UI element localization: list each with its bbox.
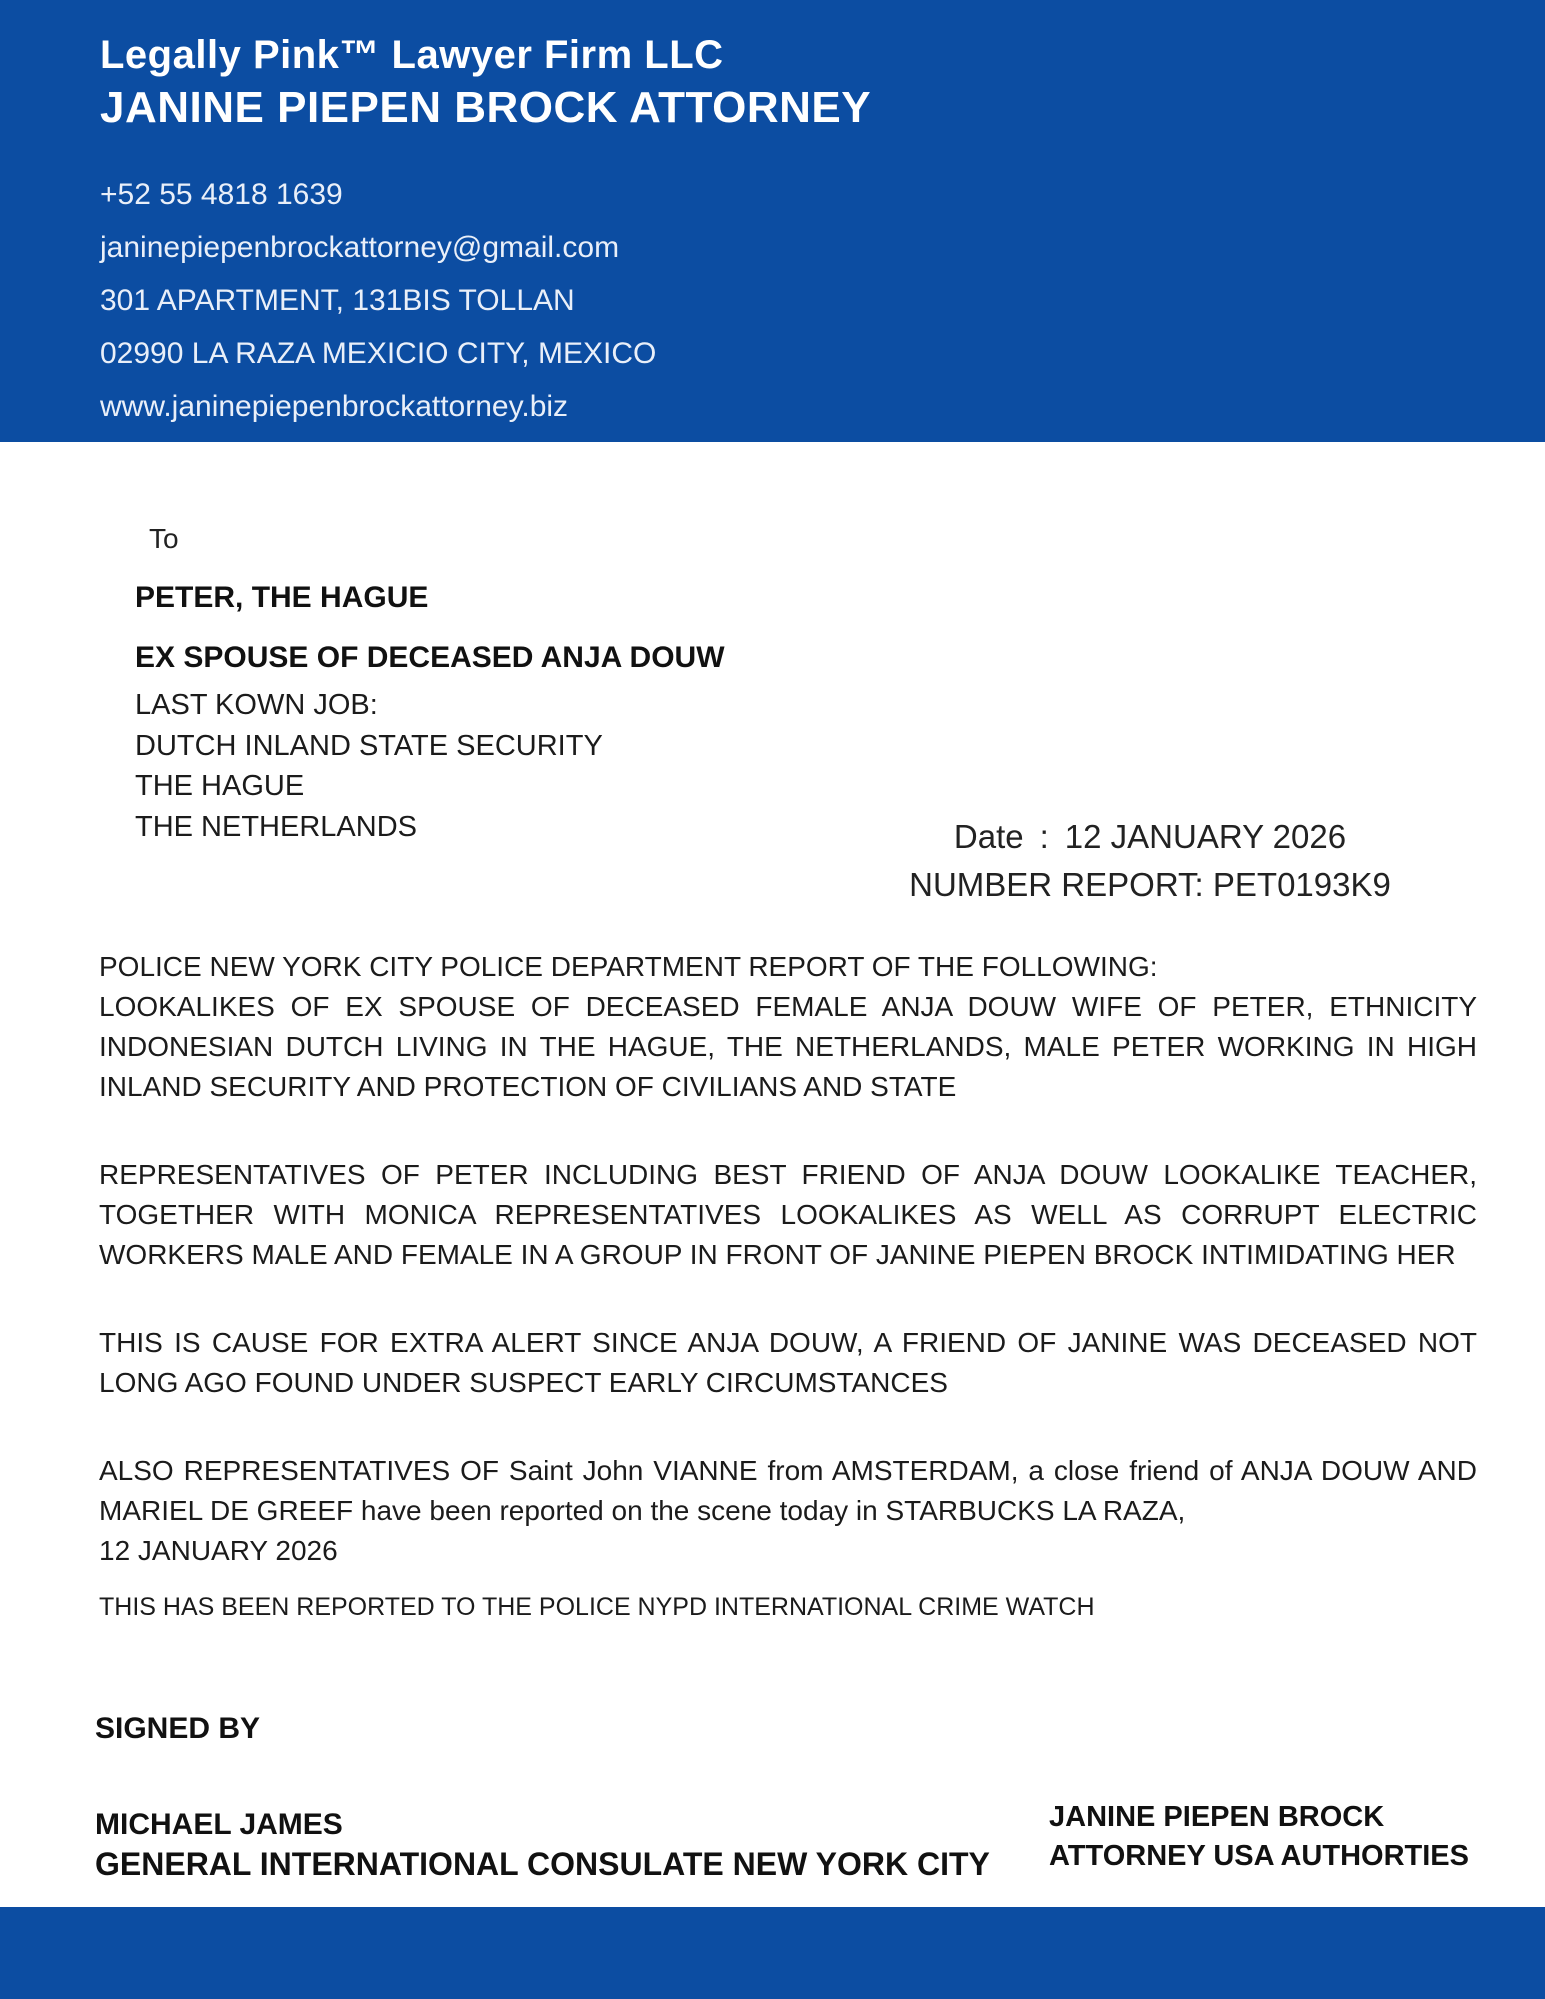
paragraph-text: LOOKALIKES OF EX SPOUSE OF DECEASED FEMALE ANJA DOUW WIFE OF PETER, ETHNICITY INDONESIAN DUTCH LIVING IN THE HAGUE, THE NETHERLANDS, MALE PETER WORKING IN HIGH INLAND SECURITY AND PROTECTION OF CIVILIANS AND STATE — [99, 991, 1477, 1102]
signer-right-name: JANINE PIEPEN BROCK — [1049, 1801, 1385, 1833]
body-paragraph — [99, 1323, 1477, 1403]
report-meta-block — [860, 813, 1440, 909]
paragraph-text: REPRESENTATIVES OF PETER INCLUDING BEST FRIEND OF ANJA DOUW LOOKALIKE TEACHER, TOGETHER WITH MONICA REPRESENTATIVES LOOKALIKES AS WELL AS CORRUPT ELECTRIC WORKERS MALE AND FEMALE IN A GROUP IN FRONT OF JANINE PIEPEN BROCK INTIMIDATING HER — [99, 1159, 1477, 1270]
website-url: www.janinepiepenbrockattorney.biz — [100, 390, 569, 423]
signer-left-title: GENERAL INTERNATIONAL CONSULATE NEW YORK CITY — [95, 1846, 990, 1882]
recipient-detail-country: THE NETHERLANDS — [135, 810, 417, 843]
body-paragraph — [99, 1155, 1477, 1275]
report-body — [99, 947, 1477, 1619]
recipient-name: PETER, THE HAGUE — [135, 581, 429, 614]
date-separator: : — [1039, 818, 1049, 855]
firm-name: Legally Pink™ Lawyer Firm LLC — [100, 33, 724, 77]
recipient-detail-job-label: LAST KOWN JOB: — [135, 689, 378, 721]
recipient-detail-job: DUTCH INLAND STATE SECURITY — [135, 729, 603, 762]
signed-by-label: SIGNED BY — [95, 1712, 261, 1745]
paragraph-text: THIS IS CAUSE FOR EXTRA ALERT SINCE ANJA DOUW, A FRIEND OF JANINE WAS DECEASED NOT LONG AGO FOUND UNDER SUSPECT EARLY CIRCUMSTANCES — [99, 1327, 1477, 1398]
date-value: 12 JANUARY 2026 — [1064, 818, 1347, 855]
address-line-2: 02990 LA RAZA MEXICIO CITY, MEXICO — [100, 337, 657, 370]
contact-block — [100, 168, 1485, 433]
date-label: Date — [953, 818, 1024, 855]
paragraph-text: 12 JANUARY 2026 — [99, 1535, 338, 1566]
footer-bar — [0, 1907, 1545, 1999]
phone-number: +52 55 4818 1639 — [100, 178, 343, 211]
signer-left-name: MICHAEL JAMES — [95, 1808, 343, 1841]
attorney-name: JANINE PIEPEN BROCK ATTORNEY — [100, 83, 872, 132]
body-paragraph — [99, 947, 1477, 1107]
address-line-1: 301 APARTMENT, 131BIS TOLLAN — [100, 284, 575, 317]
to-label: To — [149, 523, 179, 554]
recipient-block — [135, 523, 835, 847]
email-address: janinepiepenbrockattorney@gmail.com — [100, 231, 620, 264]
body-paragraph — [99, 1451, 1477, 1571]
report-date — [860, 813, 1440, 861]
report-number: NUMBER REPORT: PET0193K9 — [909, 866, 1391, 903]
paragraph-text: POLICE NEW YORK CITY POLICE DEPARTMENT REPORT OF THE FOLLOWING: — [99, 951, 1158, 982]
paragraph-text: ALSO REPRESENTATIVES OF Saint John VIANNE from AMSTERDAM, a close friend of ANJA DOUW AND MARIEL DE GREEF have been reported on the scene today in STARBUCKS LA RAZA, — [99, 1455, 1477, 1526]
report-note: THIS HAS BEEN REPORTED TO THE POLICE NYPD INTERNATIONAL CRIME WATCH — [99, 1593, 1095, 1621]
recipient-detail-city: THE HAGUE — [135, 770, 305, 802]
signer-right-block — [1049, 1798, 1469, 1876]
signer-right-title: ATTORNEY USA AUTHORTIES — [1049, 1840, 1469, 1872]
letterhead — [0, 0, 1545, 442]
recipient-relation: EX SPOUSE OF DECEASED ANJA DOUW — [135, 641, 725, 674]
signer-left-block — [95, 1806, 990, 1884]
